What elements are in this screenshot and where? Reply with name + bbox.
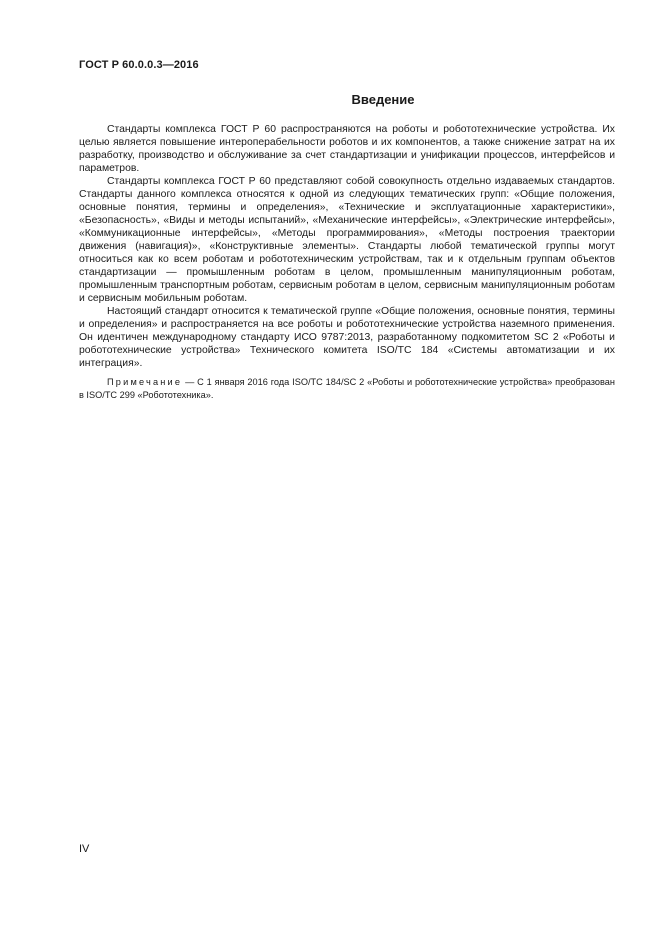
note-label: Примечание	[107, 377, 183, 387]
body-text	[79, 123, 615, 401]
note-text: — С 1 января 2016 года ISO/TC 184/SC 2 «Роботы и робототехнические устройства» преобразован в ISO/TC 299 «Робототехника».	[79, 377, 615, 400]
paragraph-3: Настоящий стандарт относится к тематической группе «Общие положения, основные понятия, термины и определения» и распространяется на все роботы и робототехнические устройства наземного применения. Он идентичен международному стандарту ИСО 9787:2013, разработанному подкомитетом SC 2 «Роботы и робототехнические устройства» Технического комитета ISO/TC 184 «Системы автоматизации и их интеграция».	[79, 306, 615, 369]
page-number: IV	[79, 843, 90, 855]
note-paragraph	[79, 376, 615, 401]
document-code-header: ГОСТ Р 60.0.0.3—2016	[79, 59, 199, 71]
paragraph-2: Стандарты комплекса ГОСТ Р 60 представляют собой совокупность отдельно издаваемых стандартов. Стандарты данного комплекса относятся к одной из следующих тематических групп: «Общие положения, основные понятия, термины и определения», «Технические и эксплуатационные характеристики», «Безопасность», «Виды и методы испытаний», «Механические интерфейсы», «Электрические интерфейсы», «Коммуникационные интерфейсы», «Методы программирования», «Методы построения траектории движения (навигация)», «Конструктивные элементы». Стандарты любой тематической группы могут относиться как ко всем роботам и робототехническим устройствам, так и к отдельным группам объектов стандартизации — промышленным роботам в целом, промышленным манипуляционным роботам, промышленным транспортным роботам, сервисным роботам в целом, сервисным манипуляционным роботам и сервисным мобильным роботам.	[79, 176, 615, 304]
paragraph-1: Стандарты комплекса ГОСТ Р 60 распространяются на роботы и робототехнические устройства. Их целью является повышение интероперабельности роботов и их компонентов, а также снижение затрат на их разработку, производство и обслуживание за счет стандартизации и унификации процессов, интерфейсов и параметров.	[79, 124, 615, 174]
section-title: Введение	[351, 92, 415, 107]
